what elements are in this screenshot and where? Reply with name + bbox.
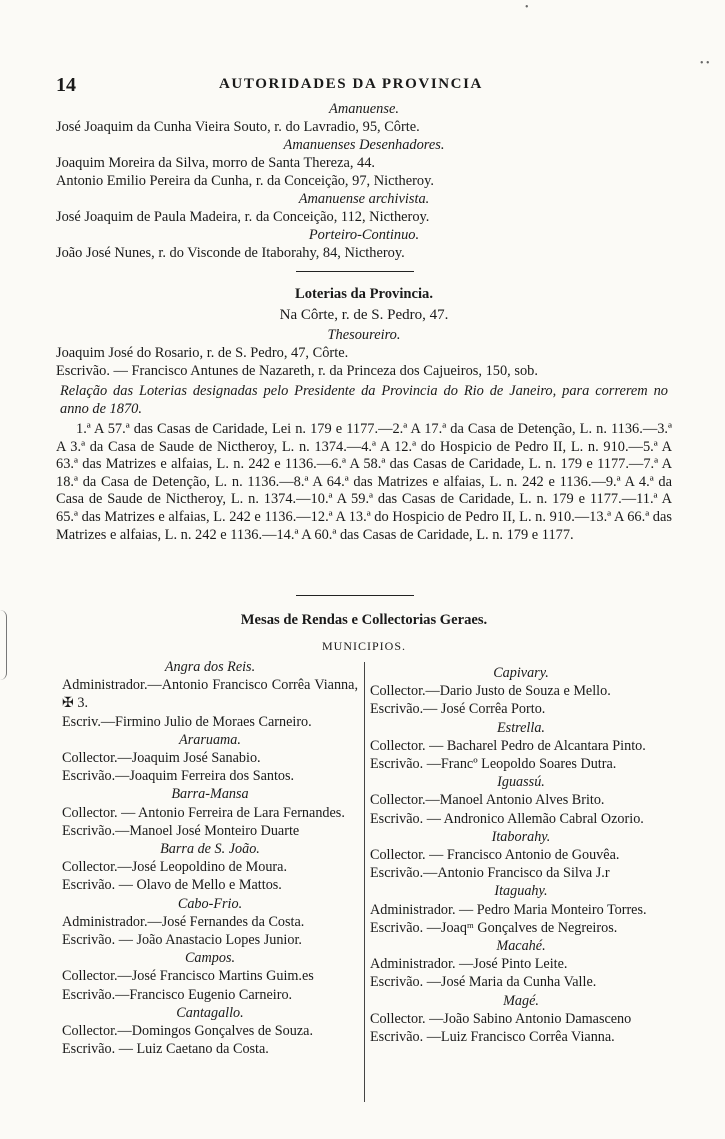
officer-entry: Escrivão.—Francisco Eugenio Carneiro. <box>62 986 293 1003</box>
municipality-name: Angra dos Reis. <box>164 659 256 675</box>
office-title: Thesoureiro. <box>327 327 401 343</box>
officer-entry: Escriv.—Firmino Julio de Moraes Carneiro. <box>62 713 312 730</box>
staff-entry: José Joaquim da Cunha Vieira Souto, r. do Lavradio, 95, Côrte. <box>56 119 420 135</box>
speck-mark: • • <box>700 58 710 69</box>
staff-entry: Antonio Emilio Pereira da Cunha, r. da Conceição, 97, Nictheroy. <box>56 173 434 189</box>
officer-entry: Escrivão. — Olavo de Mello e Mattos. <box>62 877 282 894</box>
officer-entry: Collector.—Domingos Gonçalves de Souza. <box>62 1023 313 1040</box>
officer-entry: Escrivão. — Luiz Caetano da Costa. <box>62 1041 269 1058</box>
officer-entry: Escrivão. —Luiz Francisco Corrêa Vianna. <box>370 1029 615 1046</box>
officer-entry: Collector.—José Leopoldino de Moura. <box>62 859 287 876</box>
municipality-name: Itaguahy. <box>494 883 548 900</box>
officer-entry: Escrivão. —Francº Leopoldo Soares Dutra. <box>370 756 617 773</box>
loterias-section <box>56 285 672 544</box>
officer-entry: Escrivão. —Joaqᵐ Gonçalves de Negreiros. <box>370 919 618 936</box>
officer-entry: Escrivão.—Manoel José Monteiro Duarte <box>62 822 300 839</box>
office-title: Amanuense archivista. <box>298 191 430 207</box>
binding-edge-mark <box>0 610 7 680</box>
municipality-name: Campos. <box>184 950 236 967</box>
staff-entry: Joaquim Moreira da Silva, morro de Santa Thereza, 44. <box>56 155 376 171</box>
lottery-list: 1.ª A 57.ª das Casas de Caridade, Lei n. 179 e 1177.—2.ª A 17.ª da Casa de Detenção, L. n. 1136.—3.ª A 3.ª da Casa de Saude de Nictheroy, L. n. 1374.—4.ª A 12.ª do Hospicio de Pedro II, L. n. 910.—5.ª A 63.ª das Matrizes e alfaias, L. n. 242 e 1136.—6.ª A 58.ª das Casas de Caridade, L. n. 179 e 1177.—7.ª A 18.ª da Casa de Detenção, L. n. 1136.—8.ª A 64.ª das Matrizes e alfaias, L. n. 242 e 1136.—9.ª A 4.ª da Casa de Saude de Nictheroy, L. n. 1374.—10.ª A 59.ª das Casas de Caridade, L. n. 179 e 1177.—11.ª A 65.ª das Matrizes e alfaias, L. 242 e 1136.—12.ª A 13.ª do Hospicio de Pedro II, L. n. 910.—13.ª A 66.ª das Matrizes e alfaias, L. n. 242 e 1136.—14.ª A 60.ª das Casas de Caridade, L. n. 179 e 1177. <box>56 421 672 543</box>
municipality-name: Cabo-Frio. <box>177 895 243 912</box>
municipality-name: Cantagallo. <box>176 1004 244 1021</box>
office-title: Amanuenses Desenhadores. <box>283 137 445 153</box>
page-header <box>56 74 646 96</box>
officer-entry: Escrivão. —José Maria da Cunha Valle. <box>370 974 597 991</box>
officer-entry: Administrador.—Antonio Francisco Corrêa Vianna, ✠ 3. <box>62 677 358 712</box>
municipality-name: Iguassú. <box>497 774 545 791</box>
officer-entry: Escrivão.—Joaquim Ferreira dos Santos. <box>62 768 295 785</box>
municipality-name: Barra-Mansa <box>171 786 249 803</box>
section-address: Na Côrte, r. de S. Pedro, 47. <box>279 307 449 323</box>
divider-rule <box>296 271 414 272</box>
officer-entry: Collector.—Manoel Antonio Alves Brito. <box>370 792 605 809</box>
officer-entry: Collector. —João Sabino Antonio Damasceno <box>370 1010 632 1027</box>
column-divider <box>364 662 365 1102</box>
page-number: 14 <box>56 74 76 96</box>
treasurer-line: Joaquim José do Rosario, r. de S. Pedro, 47, Côrte. <box>56 345 349 361</box>
speck-mark: • <box>525 2 529 13</box>
officer-entry: Collector.—José Francisco Martins Guim.es <box>62 968 314 985</box>
officer-entry: Collector. — Bacharel Pedro de Alcantara Pinto. <box>370 737 646 754</box>
section-title: Mesas de Rendas e Collectorias Geraes. <box>240 612 488 628</box>
office-title: Amanuense. <box>329 101 399 117</box>
municipality-name: Estrella. <box>497 719 545 736</box>
section-title: Loterias da Provincia. <box>295 286 433 302</box>
municipality-name: Barra de S. João. <box>160 841 260 858</box>
municipality-name: Magé. <box>503 992 539 1009</box>
officer-entry: Escrivão.— José Corrêa Porto. <box>370 701 546 718</box>
officer-entry: Administrador.—José Fernandes da Costa. <box>62 913 305 930</box>
officer-entry: Escrivão. — Andronico Allemão Cabral Ozorio. <box>370 810 644 827</box>
officer-entry: Escrivão.—Antonio Francisco da Silva J.r <box>370 865 610 882</box>
left-column <box>62 658 358 1058</box>
municipality-name: Araruama. <box>179 731 241 748</box>
municipality-name: Itaborahy. <box>491 828 551 845</box>
mesas-section-header <box>56 611 672 655</box>
officer-entry: Collector. — Antonio Ferreira de Lara Fernandes. <box>62 804 345 821</box>
staff-list <box>56 100 672 262</box>
right-column <box>370 664 672 1046</box>
officer-entry: Collector.—Dario Justo de Souza e Mello. <box>370 683 611 700</box>
divider-rule <box>296 595 414 596</box>
staff-entry: João José Nunes, r. do Visconde de Itaborahy, 84, Nictheroy. <box>56 245 405 261</box>
officer-entry: Escrivão. — João Anastacio Lopes Junior. <box>62 932 302 949</box>
municipality-name: Capivary. <box>493 665 549 681</box>
clerk-line: Escrivão. — Francisco Antunes de Nazareth, r. da Princeza dos Cajueiros, 150, sob. <box>56 363 538 379</box>
office-title: Porteiro-Continuo. <box>308 227 420 243</box>
running-head: AUTORIDADES DA PROVINCIA <box>219 76 483 92</box>
officer-entry: Administrador. —José Pinto Leite. <box>370 956 568 973</box>
staff-entry: José Joaquim de Paula Madeira, r. da Conceição, 112, Nictheroy. <box>56 209 430 225</box>
officer-entry: Administrador. — Pedro Maria Monteiro Torres. <box>370 901 647 918</box>
municipality-name: Macahé. <box>496 938 546 955</box>
officer-entry: Collector. — Francisco Antonio de Gouvêa. <box>370 847 620 864</box>
relacao-caption: Relação das Loterias designadas pelo Presidente da Provincia do Rio de Janeiro, para correrem no anno de 1870. <box>60 383 668 417</box>
officer-entry: Collector.—Joaquim José Sanabio. <box>62 750 261 767</box>
section-subtitle: MUNICIPIOS. <box>321 639 406 653</box>
